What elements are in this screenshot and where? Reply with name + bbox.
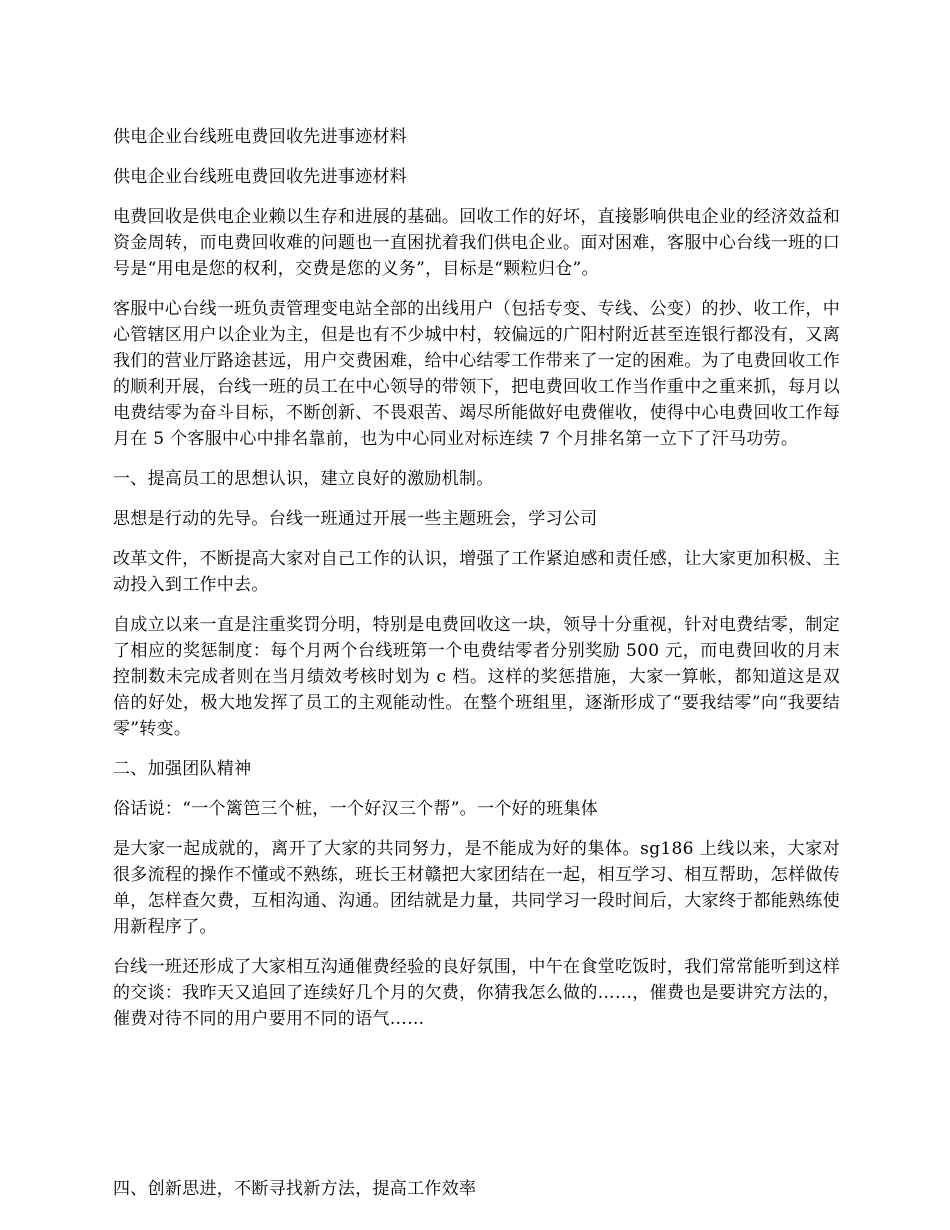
section-heading-1: 一、提高员工的思想认识，建立良好的激励机制。 (113, 469, 494, 489)
intro-paragraph: 电费回收是供电企业赖以生存和进展的基础。回收工作的好坏，直接影响供电企业的经济效益和资金周转，而电费回收难的问题也一直困扰着我们供电企业。面对困难，客服中心台线一班的口号是“用电是您的权利，交费是您的义务”，目标是“颗粒归仓”。 (113, 207, 840, 279)
section-heading-2: 二、加强团队精神 (113, 759, 252, 779)
blank-space (113, 1046, 840, 1176)
document-subtitle: 供电企业台线班电费回收先进事迹材料 (113, 167, 408, 187)
document-title: 供电企业台线班电费回收先进事迹材料 (113, 127, 408, 147)
section-1-paragraph-1: 思想是行动的先导。台线一班通过开展一些主题班会，学习公司 (113, 509, 598, 529)
section-1-paragraph-2: 改革文件，不断提高大家对自己工作的认识，增强了工作紧迫感和责任感，让大家更加积极、主动投入到工作中去。 (113, 549, 840, 595)
document-body (113, 124, 840, 1216)
background-paragraph: 客服中心台线一班负责管理变电站全部的出线用户（包括专变、专线、公变）的抄、收工作，中心管辖区用户以企业为主，但是也有不少城中村，较偏远的广阳村附近甚至连银行都没有，又离我们的营业厅路途甚远，用户交费困难，给中心结零工作带来了一定的困难。为了电费回收工作的顺利开展，台线一班的员工在中心领导的带领下，把电费回收工作当作重中之重来抓，每月以电费结零为奋斗目标，不断创新、不畏艰苦、竭尽所能做好电费催收，使得中心电费回收工作每月在 5 个客服中心中排名靠前，也为中心同业对标连续 7 个月排名第一立下了汗马功劳。 (113, 299, 840, 449)
section-heading-4: 四、创新思进，不断寻找新方法，提高工作效率 (113, 1179, 477, 1199)
section-2-paragraph-2: 是大家一起成就的，离开了大家的共同努力，是不能成为好的集体。sg186 上线以来，大家对很多流程的操作不懂或不熟练，班长王材赣把大家团结在一起，相互学习、相互帮助，怎样做传单，怎样查欠费，互相沟通、沟通。团结就是力量，共同学习一段时间后，大家终于都能熟练使用新程序了。 (113, 839, 840, 937)
section-2-paragraph-1: 俗话说：“一个篱笆三个桩，一个好汉三个帮”。一个好的班集体 (113, 799, 599, 819)
section-1-paragraph-3: 自成立以来一直是注重奖罚分明，特别是电费回收这一块，领导十分重视，针对电费结零，制定了相应的奖惩制度：每个月两个台线班第一个电费结零者分别奖励 500 元，而电费回收的月末控制数未完成者则在当月绩效考核时划为 c 档。这样的奖惩措施，大家一算帐，都知道这是双倍的好处，极大地发挥了员工的主观能动性。在整个班组里，逐渐形成了“要我结零”向“我要结零”转变。 (113, 615, 840, 739)
section-2-paragraph-3: 台线一班还形成了大家相互沟通催费经验的良好氛围，中午在食堂吃饭时，我们常常能听到这样的交谈：我昨天又追回了连续好几个月的欠费，你猜我怎么做的……，催费也是要讲究方法的，催费对待不同的用户要用不同的语气…… (113, 957, 840, 1029)
